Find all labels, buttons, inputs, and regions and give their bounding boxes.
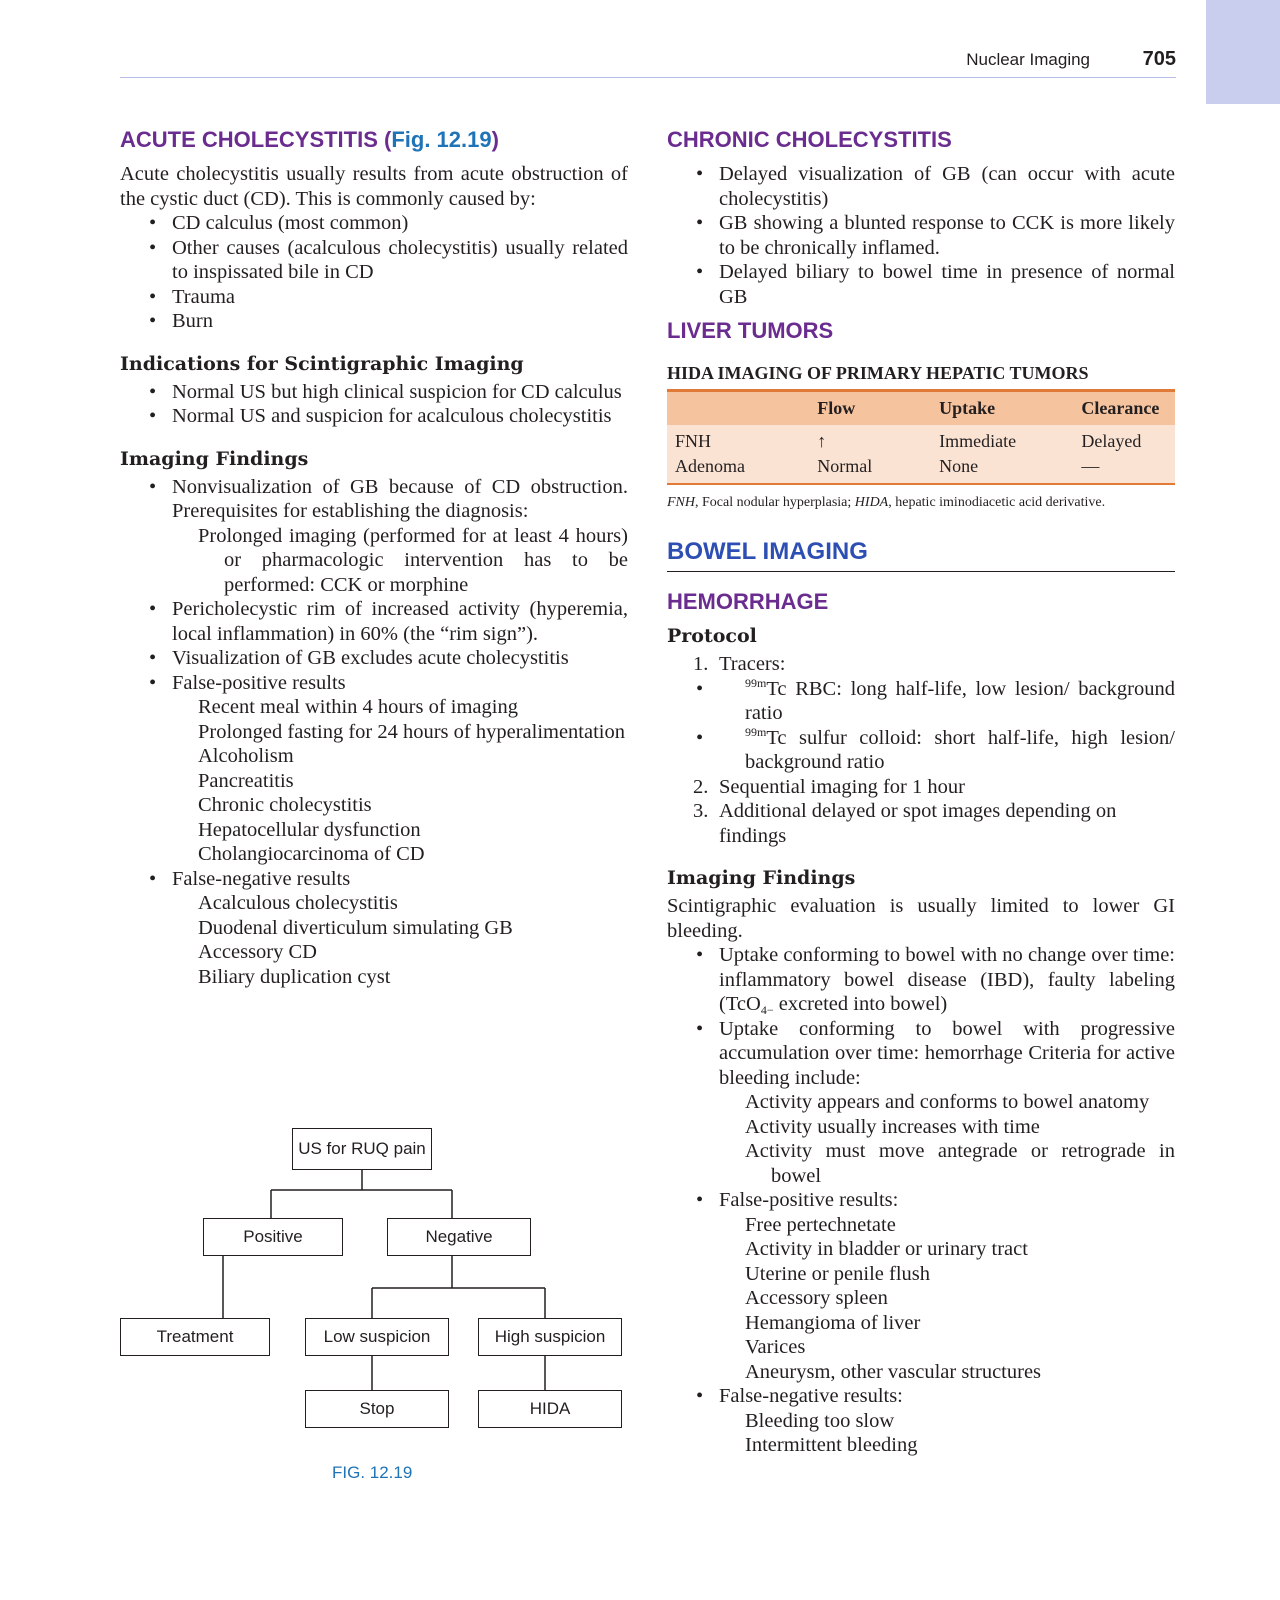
sub-item: Prolonged imaging (performed for at least 4 hours) or pharmacologic intervention has to be performed: CCK or morphine bbox=[198, 524, 628, 596]
sub-item: Cholangiocarcinoma of CD bbox=[198, 843, 425, 865]
list-item: • Other causes (acalculous cholecystitis) usually related to inspissated bile in CD bbox=[120, 236, 628, 285]
sub-item: Accessory spleen bbox=[745, 1287, 888, 1309]
list-item: 1. Tracers: • $^{99m}$Tc RBC: long half-life, low lesion/ background ratio • $^{99m}$Tc sulfur colloid: short half-life, high lesion/ background ratio bbox=[667, 652, 1175, 775]
table-cell: None bbox=[931, 454, 1073, 484]
chronic-cholecystitis-heading: CHRONIC CHOLECYSTITIS bbox=[667, 127, 952, 152]
indications-heading: Indications for Scintigraphic Imaging bbox=[120, 352, 524, 375]
flow-high-suspicion-box: High suspicion bbox=[478, 1318, 622, 1356]
list-item: • Normal US but high clinical suspicion for CD calculus bbox=[120, 380, 628, 405]
chronic-list bbox=[667, 162, 1175, 309]
protocol-list bbox=[667, 652, 1175, 848]
list-item: • Pericholecystic rim of increased activity (hyperemia, local inflammation) in 60% (the “rim sign”). bbox=[120, 597, 628, 646]
list-item: • False-positive results Recent meal within 4 hours of imaging Prolonged fasting for 24 hours of hyperalimentation Alcoholism Pancreatitis Chronic cholecystitis Hepatocellular dysfunction Cholangiocarcinoma of CD bbox=[120, 671, 628, 867]
hemorrhage-heading: HEMORRHAGE bbox=[667, 589, 829, 614]
sub-item: Alcoholism bbox=[198, 745, 294, 767]
bowel-findings-list bbox=[667, 943, 1175, 1458]
list-item: • Uptake conforming to bowel with no change over time: inflammatory bowel disease (IBD), faulty labeling (TcO$_{4-}$ excreted into bowel) bbox=[667, 943, 1175, 1017]
bowel-imaging-heading: BOWEL IMAGING bbox=[667, 537, 1175, 572]
list-item: • False-negative results: Bleeding too slow Intermittent bleeding bbox=[667, 1384, 1175, 1458]
table-cell: Normal bbox=[809, 454, 931, 484]
acute-cholecystitis-heading: ACUTE CHOLECYSTITIS (Fig. 12.19) bbox=[120, 127, 499, 152]
list-item: • Burn bbox=[120, 309, 628, 334]
protocol-heading: Protocol bbox=[667, 625, 757, 647]
flow-positive-box: Positive bbox=[203, 1218, 343, 1256]
list-item: • Delayed biliary to bowel time in presence of normal GB bbox=[667, 260, 1175, 309]
flow-negative-box: Negative bbox=[387, 1218, 531, 1256]
flow-low-suspicion-box: Low suspicion bbox=[305, 1318, 449, 1356]
left-column bbox=[120, 126, 628, 989]
list-item: • False-positive results: Free pertechnetate Activity in bladder or urinary tract Uterine or penile flush Accessory spleen Hemangioma of liver Varices Aneurysm, other vascular structures bbox=[667, 1188, 1175, 1384]
sub-item: Accessory CD bbox=[198, 941, 317, 963]
right-column bbox=[667, 126, 1175, 1458]
flow-treatment-box: Treatment bbox=[120, 1318, 270, 1356]
flow-root-box: US for RUQ pain bbox=[292, 1128, 432, 1170]
sub-item: Varices bbox=[745, 1336, 806, 1358]
liver-tumors-heading: LIVER TUMORS bbox=[667, 318, 834, 343]
list-item: • Delayed visualization of GB (can occur with acute cholecystitis) bbox=[667, 162, 1175, 211]
list-item: 2. Sequential imaging for 1 hour bbox=[693, 775, 965, 798]
flowchart-connectors bbox=[120, 1128, 628, 1498]
thumb-tab bbox=[1206, 0, 1280, 104]
sub-item: Recent meal within 4 hours of imaging bbox=[198, 696, 518, 718]
table-cell: FNH bbox=[675, 431, 712, 451]
table-header: Uptake bbox=[939, 398, 996, 418]
list-item: • Normal US and suspicion for acalculous cholecystitis bbox=[120, 404, 628, 429]
list-item: • GB showing a blunted response to CCK is more likely to be chronically inflamed. bbox=[667, 211, 1175, 260]
list-item: • Trauma bbox=[120, 285, 628, 310]
list-item: • $^{99m}$Tc sulfur colloid: short half-life, high lesion/ background ratio bbox=[667, 726, 1175, 775]
table-footnote: FNH, Focal nodular hyperplasia; HIDA, hepatic iminodiacetic acid derivative. bbox=[667, 495, 1106, 510]
list-item: • Uptake conforming to bowel with progressive accumulation over time: hemorrhage Criteria for active bleeding include: Activity appears and conforms to bowel anatomy Activity usually increases with time Activity must move antegrade or retrograde in bowel bbox=[667, 1017, 1175, 1189]
sub-item: Activity usually increases with time bbox=[745, 1115, 1040, 1138]
hida-table bbox=[667, 389, 1175, 485]
sub-item: Prolonged fasting for 24 hours of hyperalimentation bbox=[198, 720, 625, 743]
bowel-findings-intro: Scintigraphic evaluation is usually limited to lower GI bleeding. bbox=[667, 895, 1175, 942]
table-cell: — bbox=[1073, 454, 1175, 484]
acute-causes-list bbox=[120, 211, 628, 334]
flow-hida-box: HIDA bbox=[478, 1390, 622, 1428]
list-item: • CD calculus (most common) bbox=[120, 211, 628, 236]
tracer-list bbox=[667, 677, 1175, 775]
imaging-findings-heading: Imaging Findings bbox=[120, 447, 309, 470]
table-cell: Adenoma bbox=[667, 454, 809, 484]
findings-list bbox=[120, 475, 628, 990]
table-header: Clearance bbox=[1081, 398, 1160, 418]
list-item: • $^{99m}$Tc RBC: long half-life, low lesion/ background ratio bbox=[667, 677, 1175, 726]
sub-item: Biliary duplication cyst bbox=[198, 965, 391, 988]
page-number: 705 bbox=[1142, 48, 1176, 70]
table-cell: Immediate bbox=[939, 431, 1017, 451]
sub-item: Activity in bladder or urinary tract bbox=[745, 1238, 1028, 1260]
sub-item: Free pertechnetate bbox=[745, 1213, 896, 1236]
figure-caption: FIG. 12.19 bbox=[332, 1463, 413, 1482]
table-title: HIDA IMAGING OF PRIMARY HEPATIC TUMORS bbox=[667, 363, 1089, 383]
sub-item: Hepatocellular dysfunction bbox=[198, 818, 421, 841]
sub-item: Aneurysm, other vascular structures bbox=[745, 1360, 1042, 1383]
list-item: • False-negative results Acalculous cholecystitis Duodenal diverticulum simulating GB Accessory CD Biliary duplication cyst bbox=[120, 867, 628, 990]
bowel-findings-heading: Imaging Findings bbox=[667, 867, 856, 889]
sub-item: Chronic cholecystitis bbox=[198, 794, 372, 816]
sub-item: Hemangioma of liver bbox=[745, 1311, 921, 1334]
table-header: Flow bbox=[817, 398, 856, 418]
sub-item: Duodenal diverticulum simulating GB bbox=[198, 916, 513, 939]
table-cell: ↑ bbox=[817, 431, 827, 451]
table-row bbox=[667, 454, 1175, 484]
flowchart-figure bbox=[120, 1128, 628, 1498]
acute-intro: Acute cholecystitis usually results from acute obstruction of the cystic duct (CD). This is commonly caused by: bbox=[120, 163, 628, 210]
table-cell: Delayed bbox=[1081, 431, 1142, 451]
figure-link[interactable]: Fig. 12.19 bbox=[391, 127, 492, 152]
sub-item: Intermittent bleeding bbox=[745, 1434, 918, 1456]
sub-item: Activity appears and conforms to bowel anatomy bbox=[745, 1091, 1150, 1113]
flow-stop-box: Stop bbox=[305, 1390, 449, 1428]
indications-list bbox=[120, 380, 628, 429]
table-row bbox=[667, 425, 1175, 454]
sub-item: Uterine or penile flush bbox=[745, 1262, 931, 1285]
list-item: • Nonvisualization of GB because of CD obstruction. Prerequisites for establishing the diagnosis: Prolonged imaging (performed for at least 4 hours) or pharmacologic intervention has to be performed: CCK or morphine bbox=[120, 475, 628, 598]
sub-item: Bleeding too slow bbox=[745, 1409, 895, 1432]
running-title: Nuclear Imaging bbox=[966, 50, 1090, 69]
sub-item: Pancreatitis bbox=[198, 769, 294, 792]
sub-item: Activity must move antegrade or retrograde in bowel bbox=[745, 1140, 1175, 1187]
sub-item: Acalculous cholecystitis bbox=[198, 892, 398, 914]
list-item: • Visualization of GB excludes acute cholecystitis bbox=[120, 646, 628, 671]
list-item: 3. Additional delayed or spot images depending on findings bbox=[693, 800, 1117, 847]
running-header bbox=[120, 48, 1176, 78]
table-header bbox=[667, 391, 809, 426]
